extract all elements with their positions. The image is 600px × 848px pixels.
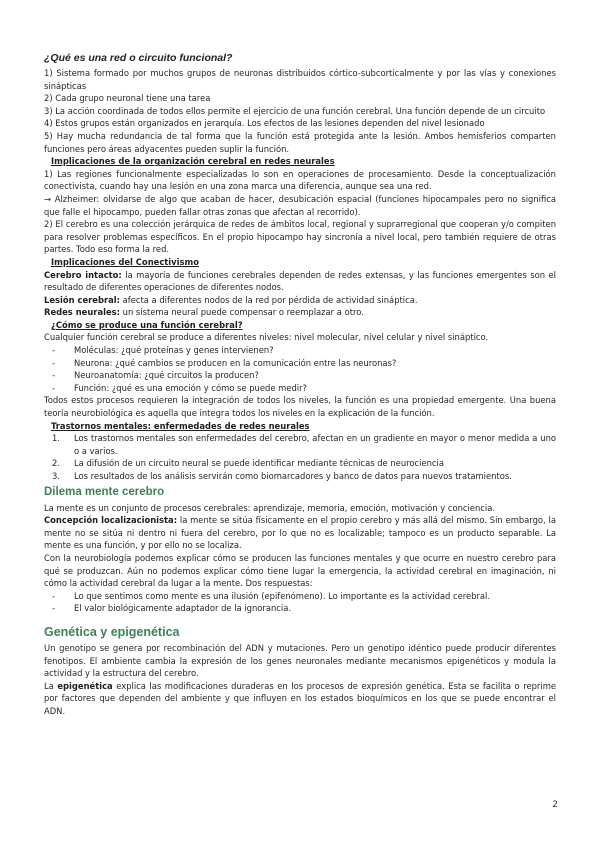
paragraph: Cualquier función cerebral se produce a diferentes niveles: nivel molecular, nivel celular y nivel sináptico. xyxy=(44,332,489,343)
list-item: 2) Cada grupo neuronal tiene una tarea xyxy=(44,93,211,104)
paragraph: La mente es un conjunto de procesos cerebrales: aprendizaje, memoria, emoción, motivación y conciencia. xyxy=(44,502,496,513)
trastornos-list xyxy=(44,432,556,482)
list-item: 1) Sistema formado por muchos grupos de neuronas distribuidos córtico-subcorticalmente y por las vías y conexiones sinápticas xyxy=(44,68,556,91)
list-text: Los resultados de los análisis servirán como biomarcadores y banco de datos para nuevos tratamientos. xyxy=(74,471,512,481)
subheading-funcion-cerebral: ¿Cómo se produce una función cerebral? xyxy=(51,319,243,330)
definition-text: la mayoría de funciones cerebrales dependen de redes extensas, y las funciones emergentes son el resultado de diferentes operaciones de diferentes nodos. xyxy=(44,269,556,293)
section-title-dilema: Dilema mente cerebro xyxy=(44,485,165,498)
text: La xyxy=(44,680,58,691)
list-number: 2. xyxy=(52,458,60,469)
paragraph: Todos estos procesos requieren la integración de todos los niveles, la función es una propiedad emergente. Una buena teoría neurobiológica es aquella que integra todos los niveles en la explicación de la función. xyxy=(44,395,556,419)
levels-list xyxy=(44,344,556,394)
list-item: - Moléculas: ¿qué proteínas y genes intervienen? xyxy=(52,344,556,357)
list-item xyxy=(52,470,556,483)
paragraph: 2) El cerebro es una colección jerárquica de redes de ámbitos local, regional y suprarregional que cooperan y/o compiten para resolver problemas específicos. En el propio hipocampo hay sincronía a nivel local, pero también requiere de otras partes. Todo eso forma la red. xyxy=(44,219,556,255)
definition-lesion-cerebral xyxy=(44,294,556,307)
list-item: - El valor biológicamente adaptador de la ignorancia. xyxy=(52,602,556,615)
subheading-conectivismo: Implicaciones del Conectivismo xyxy=(51,256,199,267)
list-item: 4) Estos grupos están organizados en jerarquía. Los efectos de las lesiones dependen del nivel lesionado xyxy=(44,118,485,129)
paragraph: Con la neurobiología podemos explicar cómo se producen las funciones mentales y que ocurre en nuestro cerebro para qué se produzcan. Aún no podemos explicar cómo tiene lugar la emergencia, la actividad cerebral en imaginación, ni cómo la actividad cerebral da lugar a la mente. Dos respuestas: xyxy=(44,552,556,589)
paragraph: Un genotipo se genera por recombinación del ADN y mutaciones. Pero un genotipo idéntico puede producir diferentes fenotipos. El ambiente cambia la expresión de los genes neuronales mediante mecanismos epigenéticos y modula la actividad y la estructura del cerebro. xyxy=(44,642,556,679)
subheading-implicaciones-organizacion: Implicaciones de la organización cerebral en redes neurales xyxy=(51,156,335,167)
list-item: - Función: ¿qué es una emoción y cómo se puede medir? xyxy=(52,382,556,395)
paragraph-alzheimer: → Alzheimer: olvidarse de algo que acaban de hacer, desubicación espacial (funciones hipocampales pero no significa que falle el hipocampo, pueden fallar otras zonas que afectan al recorrido). xyxy=(44,193,556,217)
subheading-trastornos-mentales: Trastornos mentales: enfermedades de redes neurales xyxy=(51,420,310,431)
definition-text: un sistema neural puede compensar o reemplazar a otro. xyxy=(119,307,364,318)
section-title-genetica: Genética y epigenética xyxy=(44,624,180,639)
definition-cerebro-intacto xyxy=(44,269,556,294)
term: Cerebro intacto: xyxy=(44,269,122,280)
respuestas-list xyxy=(44,590,556,615)
list-item: 3) La acción coordinada de todos ellos permite el ejercicio de una función cerebral. Una función depende de un circuito xyxy=(44,105,546,116)
list-number: 1. xyxy=(52,433,60,444)
definition-redes-neurales xyxy=(44,306,556,319)
definition-text: afecta a diferentes nodos de la red por pérdida de actividad sináptica. xyxy=(119,294,418,305)
term: Lesión cerebral: xyxy=(44,294,120,305)
section-title-red-circuito: ¿Qué es una red o circuito funcional? xyxy=(44,52,233,64)
paragraph-epigenetica xyxy=(44,680,556,718)
list-text: Los trastornos mentales son enfermedades del cerebro, afectan en un gradiente en mayor o menor medida a uno o a varios. xyxy=(74,433,556,456)
list-item: - Lo que sentimos como mente es una ilusión (epifenómeno). Lo importante es la actividad cerebral. xyxy=(52,590,556,603)
list-number: 3. xyxy=(52,471,60,481)
list-item: 5) Hay mucha redundancia de tal forma que la función está protegida ante la lesión. Ambos hemisferios comparten funciones pero áreas adyacentes pueden suplir la función. xyxy=(44,130,556,154)
red-circuito-list xyxy=(44,67,556,155)
list-item: - Neurona: ¿qué cambios se producen en la comunicación entre las neuronas? xyxy=(52,357,556,370)
term: Redes neurales: xyxy=(44,307,120,318)
list-item xyxy=(52,457,556,470)
definition-localizacionista xyxy=(44,514,556,552)
definition-text: la mente se sitúa físicamente en el propio cerebro y más allá del mismo. Sin embargo, la mente no se sitúa ni dentro ni fuera del cerebro, por lo que no es localizable; tampoco es un producto separable. La mente es una función, y por ello no se localiza. xyxy=(44,515,556,551)
term: Concepción localizacionista: xyxy=(44,515,178,526)
list-text: La difusión de un circuito neural se puede identificar mediante técnicas de neurociencia xyxy=(74,458,444,469)
list-item: - Neuroanatomía: ¿qué circuitos la producen? xyxy=(52,369,556,382)
list-item xyxy=(52,432,556,457)
paragraph: 1) Las regiones funcionalmente especializadas lo son en operaciones de procesamiento. Desde la conceptualización conectivista, cuando hay una lesión en una zona marca una diferencia, aunque sea una red. xyxy=(44,168,556,192)
page-number: 2 xyxy=(552,800,558,810)
text: explica las modificaciones duraderas en los procesos de expresión genética. Esta se facilita o reprime por factores que dependen del ambiente y que influyen en los estados bioquímicos en los que se puede encontrar el ADN. xyxy=(44,680,557,716)
term: epigenética xyxy=(57,680,113,691)
